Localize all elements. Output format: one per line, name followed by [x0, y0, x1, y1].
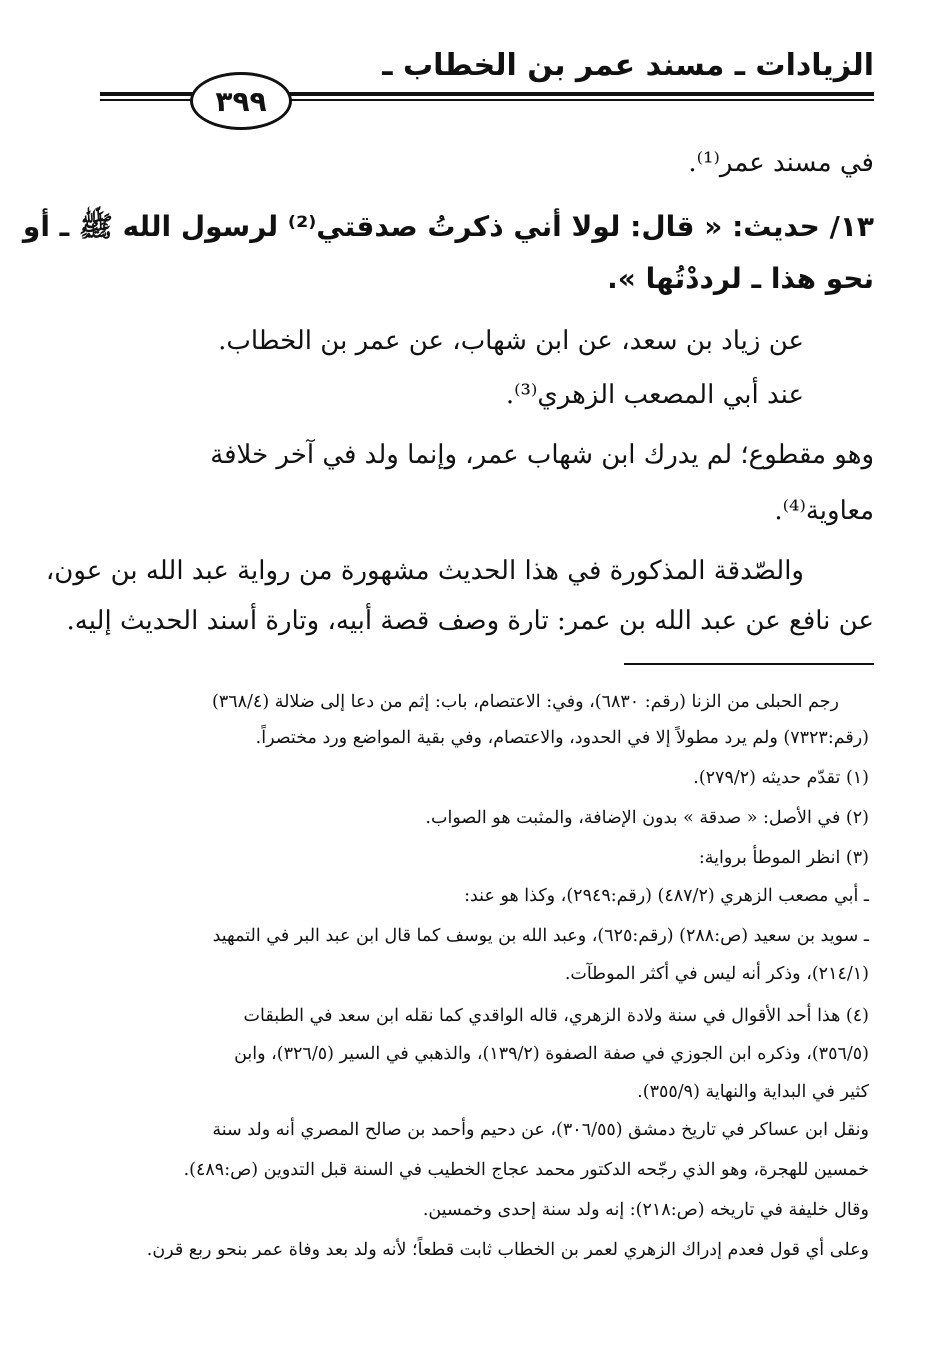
footnote-4-7: وعلى أي قول فعدم إدراك الزهري لعمر بن الخطاب ثابت قطعاً؛ لأنه ولد بعد وفاة عمر بنحو ربع قرن.	[146, 1240, 869, 1260]
footnote-3-b-2: (٢١٤/١)، وذكر أنه ليس في أكثر الموطآت.	[564, 964, 869, 984]
footnote-4-4: ونقل ابن عساكر في تاريخ دمشق (٣٠٦/٥٥)، عن دحيم وأحمد بن صالح المصري أنه ولد سنة	[212, 1120, 869, 1140]
hadith-line-1	[23, 210, 874, 250]
footnote-divider	[624, 663, 874, 665]
footnote-3: (٣) انظر الموطأ برواية:	[698, 848, 869, 868]
footnote-continuation-2: (رقم:٧٣٢٣) ولم يرد مطولاً إلا في الحدود، والاعتصام، وفي بقية المواضع ورد مختصراً.	[255, 728, 869, 748]
hadith-line-2: نحو هذا ـ لرددْتُها ».	[607, 262, 874, 295]
footnote-4-3: كثير في البداية والنهاية (٣٥٥/٩).	[637, 1082, 869, 1102]
note-line-1: وهو مقطوع؛ لم يدرك ابن شهاب عمر، وإنما ولد في آخر خلافة	[210, 440, 874, 470]
footnote-4-2: (٣٥٦/٥)، وذكره ابن الجوزي في صفة الصفوة (١٣٩/٢)، والذهبي في السير (٣٢٦/٥)، وابن	[234, 1044, 869, 1064]
running-header-title: الزيادات ـ مسند عمر بن الخطاب ـ	[382, 48, 874, 83]
footnote-4-6: وقال خليفة في تاريخه (ص:٢١٨): إنه ولد سنة إحدى وخمسين.	[422, 1200, 869, 1220]
footnote-4-1: (٤) هذا أحد الأقوال في سنة ولادة الزهري، قاله الواقدي كما نقله ابن سعد في الطبقات	[243, 1006, 869, 1026]
body-line-1: في مسند عمر⁽¹⁾.	[688, 148, 874, 178]
hadith-text-1: « قال: لولا أني ذكرتُ صدقتي⁽²⁾ لرسول الله ﷺ ـ أو	[22, 210, 723, 243]
footnote-4-5: خمسين للهجرة، وهو الذي رجّحه الدكتور محمد عجاج الخطيب في السنة قبل التدوين (ص:٤٨٩).	[183, 1160, 869, 1180]
isnad-chain: عن زياد بن سعد، عن ابن شهاب، عن عمر بن الخطاب.	[218, 326, 804, 356]
page-number-badge: ٣٩٩	[190, 72, 292, 130]
source-line: عند أبي المصعب الزهري⁽³⁾.	[505, 380, 804, 410]
footnote-1: (١) تقدّم حديثه (٢٧٩/٢).	[693, 768, 869, 788]
footnote-3-a: ـ أبي مصعب الزهري (٤٨٧/٢) (رقم:٢٩٤٩)، وكذا هو عند:	[464, 886, 869, 906]
sadaqa-line-1: والصّدقة المذكورة في هذا الحديث مشهورة من رواية عبد الله بن عون،	[45, 556, 804, 586]
footnote-3-b-1: ـ سويد بن سعيد (ص:٢٨٨) (رقم:٦٢٥)، وعبد الله بن يوسف كما قال ابن عبد البر في التمهيد	[212, 926, 869, 946]
note-line-2: معاوية⁽⁴⁾.	[774, 496, 874, 526]
sadaqa-line-2: عن نافع عن عبد الله بن عمر: تارة وصف قصة أبيه، وتارة أسند الحديث إليه.	[66, 606, 874, 636]
hadith-number: ١٣/	[829, 210, 874, 243]
hadith-keyword: حديث:	[732, 210, 820, 243]
footnote-2: (٢) في الأصل: « صدقة » بدون الإضافة، والمثبت هو الصواب.	[425, 808, 869, 828]
footnote-continuation-1: رجم الحبلى من الزنا (رقم: ٦٨٣٠)، وفي: الاعتصام، باب: إثم من دعا إلى ضلالة (٣٦٨/٤)	[212, 692, 839, 712]
